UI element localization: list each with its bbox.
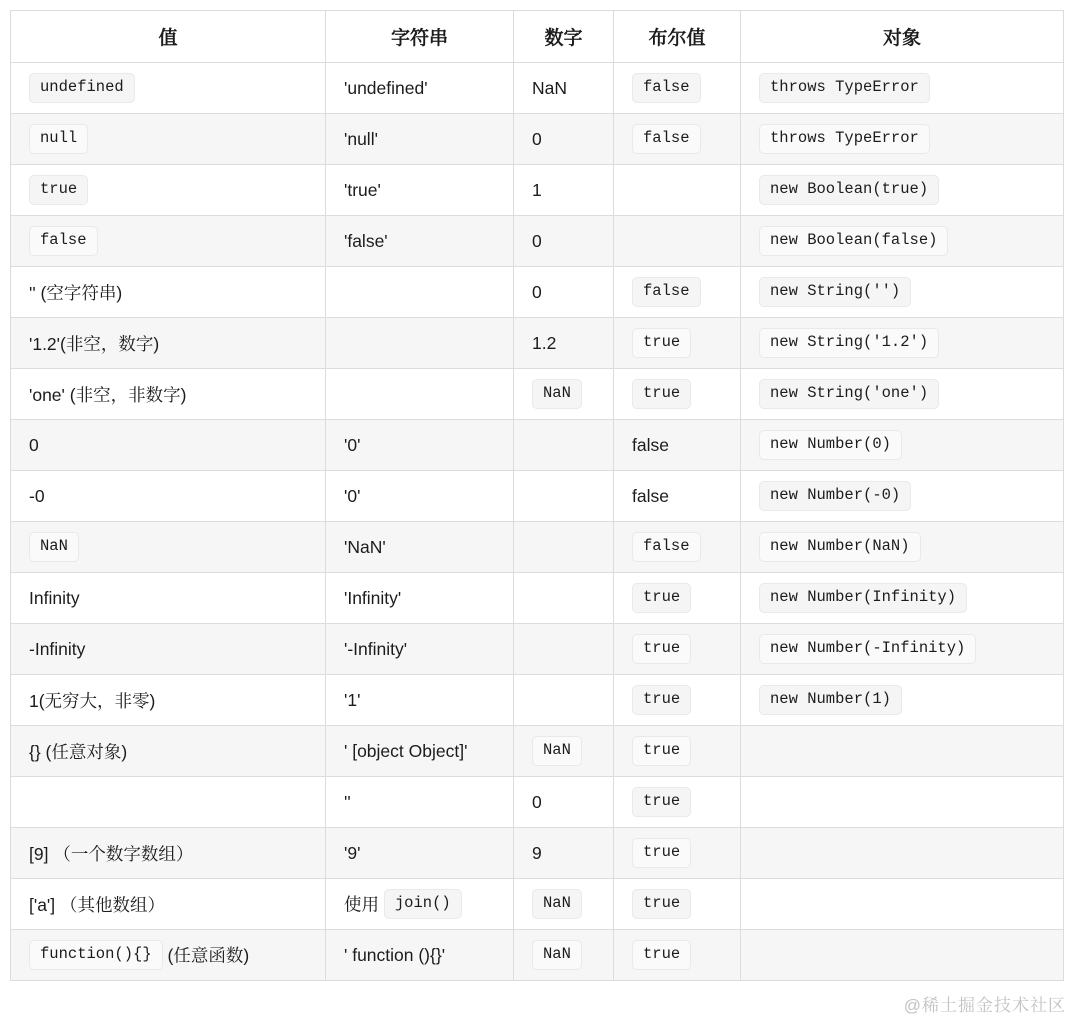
table-cell xyxy=(514,165,614,216)
column-header-string: 字符串 xyxy=(326,11,514,63)
code-badge: new String('1.2') xyxy=(759,328,939,358)
code-badge: true xyxy=(632,634,691,664)
code-badge: NaN xyxy=(532,736,582,766)
table-cell xyxy=(741,522,1064,573)
code-badge: true xyxy=(632,736,691,766)
table-cell xyxy=(11,369,326,420)
table-row xyxy=(11,828,1064,879)
table-cell xyxy=(614,114,741,165)
table-cell xyxy=(741,624,1064,675)
cell-text: 0 xyxy=(532,281,542,302)
table-cell xyxy=(326,165,514,216)
table-row xyxy=(11,420,1064,471)
table-cell xyxy=(741,318,1064,369)
table-cell xyxy=(326,369,514,420)
cell-text: Infinity xyxy=(29,587,80,608)
code-badge: new Number(-Infinity) xyxy=(759,634,976,664)
table-cell xyxy=(741,471,1064,522)
table-cell xyxy=(11,420,326,471)
code-badge: new String('one') xyxy=(759,379,939,409)
cell-text: '0' xyxy=(344,485,361,506)
table-row xyxy=(11,267,1064,318)
cell-text: '0' xyxy=(344,434,361,455)
table-cell xyxy=(741,828,1064,879)
table-cell xyxy=(514,63,614,114)
cell-text: '1.2'(非空，数字) xyxy=(29,333,160,354)
column-header-value: 值 xyxy=(11,11,326,63)
header-row xyxy=(11,11,1064,63)
table-row xyxy=(11,318,1064,369)
table-cell xyxy=(514,267,614,318)
code-badge: join() xyxy=(384,889,462,919)
cell-text: 'one' (非空，非数字) xyxy=(29,384,187,405)
code-badge: new String('') xyxy=(759,277,911,307)
table-cell xyxy=(614,369,741,420)
table-cell xyxy=(741,879,1064,930)
table-cell xyxy=(326,726,514,777)
cell-text: 'null' xyxy=(344,128,378,149)
cell-text: 'false' xyxy=(344,230,388,251)
table-cell xyxy=(11,573,326,624)
cell-text: 1 xyxy=(532,179,542,200)
cell-text: false xyxy=(632,434,669,455)
table-row xyxy=(11,726,1064,777)
table-cell xyxy=(11,63,326,114)
cell-text: 'undefined' xyxy=(344,77,428,98)
table-cell xyxy=(614,726,741,777)
table-cell xyxy=(514,777,614,828)
code-badge: false xyxy=(632,277,701,307)
table-cell xyxy=(514,471,614,522)
table-cell xyxy=(514,930,614,981)
cell-text: 'Infinity' xyxy=(344,587,402,608)
table-cell xyxy=(11,216,326,267)
table-cell xyxy=(741,114,1064,165)
code-badge: false xyxy=(632,532,701,562)
table-cell xyxy=(11,726,326,777)
cell-text: '' xyxy=(344,791,351,812)
table-row xyxy=(11,777,1064,828)
table-cell xyxy=(614,675,741,726)
code-badge: false xyxy=(632,73,701,103)
column-header-boolean: 布尔值 xyxy=(614,11,741,63)
cell-text: 0 xyxy=(532,128,542,149)
table-cell xyxy=(326,573,514,624)
table-cell xyxy=(741,165,1064,216)
code-badge: new Number(1) xyxy=(759,685,902,715)
watermark: @稀土掘金技术社区 xyxy=(903,996,1066,1015)
table-row xyxy=(11,930,1064,981)
code-badge: true xyxy=(29,175,88,205)
table-row xyxy=(11,165,1064,216)
cell-text: false xyxy=(632,485,669,506)
cell-text: ['a'] （其他数组） xyxy=(29,894,166,915)
table-cell xyxy=(11,114,326,165)
code-badge: new Number(NaN) xyxy=(759,532,921,562)
table-cell xyxy=(614,828,741,879)
table-cell xyxy=(614,267,741,318)
table-cell xyxy=(514,114,614,165)
table-cell xyxy=(11,777,326,828)
code-badge: new Number(-0) xyxy=(759,481,911,511)
table-cell xyxy=(614,777,741,828)
cell-text: 使用 xyxy=(344,894,384,915)
table-cell xyxy=(741,675,1064,726)
table-cell xyxy=(614,522,741,573)
table-cell xyxy=(614,216,741,267)
code-badge: new Number(Infinity) xyxy=(759,583,967,613)
table-cell xyxy=(11,828,326,879)
code-badge: true xyxy=(632,685,691,715)
cell-text: (任意函数) xyxy=(162,945,250,966)
table-cell xyxy=(11,624,326,675)
table-cell xyxy=(614,165,741,216)
table-cell xyxy=(326,522,514,573)
table-cell xyxy=(326,63,514,114)
table-cell xyxy=(741,63,1064,114)
cell-text: '-Infinity' xyxy=(344,638,408,659)
table-cell xyxy=(741,369,1064,420)
code-badge: NaN xyxy=(532,379,582,409)
table-cell xyxy=(614,624,741,675)
table-cell xyxy=(514,726,614,777)
code-badge: true xyxy=(632,787,691,817)
table-row xyxy=(11,114,1064,165)
cell-text: '9' xyxy=(344,842,361,863)
table-row xyxy=(11,216,1064,267)
table-cell xyxy=(326,216,514,267)
table-cell xyxy=(741,420,1064,471)
table-cell xyxy=(514,879,614,930)
code-badge: false xyxy=(29,226,98,256)
cell-text: 0 xyxy=(532,791,542,812)
table-cell xyxy=(741,267,1064,318)
code-badge: throws TypeError xyxy=(759,124,930,154)
code-badge: new Boolean(true) xyxy=(759,175,939,205)
table-cell xyxy=(514,624,614,675)
code-badge: function(){} xyxy=(29,940,163,970)
table-cell xyxy=(514,675,614,726)
table-row xyxy=(11,573,1064,624)
column-header-object: 对象 xyxy=(741,11,1064,63)
table-cell xyxy=(326,471,514,522)
table-row xyxy=(11,471,1064,522)
table-cell xyxy=(614,318,741,369)
table-cell xyxy=(326,624,514,675)
code-badge: true xyxy=(632,838,691,868)
cell-text: 1(无穷大，非零) xyxy=(29,690,156,711)
table-cell xyxy=(741,777,1064,828)
table-cell xyxy=(326,420,514,471)
table-cell xyxy=(614,879,741,930)
table-cell xyxy=(326,675,514,726)
cell-text: -0 xyxy=(29,485,45,506)
table-cell xyxy=(614,420,741,471)
table-row xyxy=(11,369,1064,420)
table-cell xyxy=(11,522,326,573)
cell-text: 'true' xyxy=(344,179,381,200)
table-row xyxy=(11,63,1064,114)
table-cell xyxy=(614,930,741,981)
cell-text: 'NaN' xyxy=(344,536,386,557)
table-cell xyxy=(741,216,1064,267)
cell-text: ' [object Object]' xyxy=(344,740,468,761)
cell-text: 9 xyxy=(532,842,542,863)
table-cell xyxy=(614,573,741,624)
table-cell xyxy=(11,930,326,981)
table-cell xyxy=(614,471,741,522)
table-cell xyxy=(741,726,1064,777)
code-badge: NaN xyxy=(29,532,79,562)
table-cell xyxy=(11,675,326,726)
code-badge: new Boolean(false) xyxy=(759,226,948,256)
code-badge: true xyxy=(632,889,691,919)
table-row xyxy=(11,624,1064,675)
table-cell xyxy=(11,267,326,318)
cell-text: ' function (){}' xyxy=(344,944,446,965)
cell-text: NaN xyxy=(532,77,568,98)
column-header-number: 数字 xyxy=(514,11,614,63)
table-cell xyxy=(326,930,514,981)
cell-text: {} (任意对象) xyxy=(29,741,128,762)
table-cell xyxy=(514,318,614,369)
cell-text: '1' xyxy=(344,689,361,710)
table-row xyxy=(11,522,1064,573)
table-cell xyxy=(11,165,326,216)
code-badge: true xyxy=(632,379,691,409)
code-badge: undefined xyxy=(29,73,135,103)
table-cell xyxy=(514,420,614,471)
code-badge: throws TypeError xyxy=(759,73,930,103)
table-cell xyxy=(11,879,326,930)
code-badge: true xyxy=(632,940,691,970)
table-cell xyxy=(514,522,614,573)
cell-text: [9] （一个数字数组） xyxy=(29,843,194,864)
table-cell xyxy=(514,369,614,420)
table-cell xyxy=(514,828,614,879)
table-cell xyxy=(326,114,514,165)
table-cell xyxy=(326,777,514,828)
table-row xyxy=(11,675,1064,726)
table-cell xyxy=(11,471,326,522)
code-badge: new Number(0) xyxy=(759,430,902,460)
table-cell xyxy=(514,216,614,267)
table-cell xyxy=(614,63,741,114)
table-cell xyxy=(326,879,514,930)
code-badge: true xyxy=(632,583,691,613)
table-row xyxy=(11,879,1064,930)
code-badge: NaN xyxy=(532,940,582,970)
table-cell xyxy=(326,267,514,318)
table-cell xyxy=(741,930,1064,981)
code-badge: null xyxy=(29,124,88,154)
code-badge: false xyxy=(632,124,701,154)
table-cell xyxy=(11,318,326,369)
code-badge: true xyxy=(632,328,691,358)
cell-text: 0 xyxy=(532,230,542,251)
code-badge: NaN xyxy=(532,889,582,919)
table-cell xyxy=(326,318,514,369)
table-cell xyxy=(741,573,1064,624)
cell-text: '' (空字符串) xyxy=(29,282,123,303)
cell-text: -Infinity xyxy=(29,638,86,659)
type-conversion-table xyxy=(10,10,1064,981)
cell-text: 1.2 xyxy=(532,332,557,353)
cell-text: 0 xyxy=(29,434,39,455)
table-cell xyxy=(326,828,514,879)
table-cell xyxy=(514,573,614,624)
